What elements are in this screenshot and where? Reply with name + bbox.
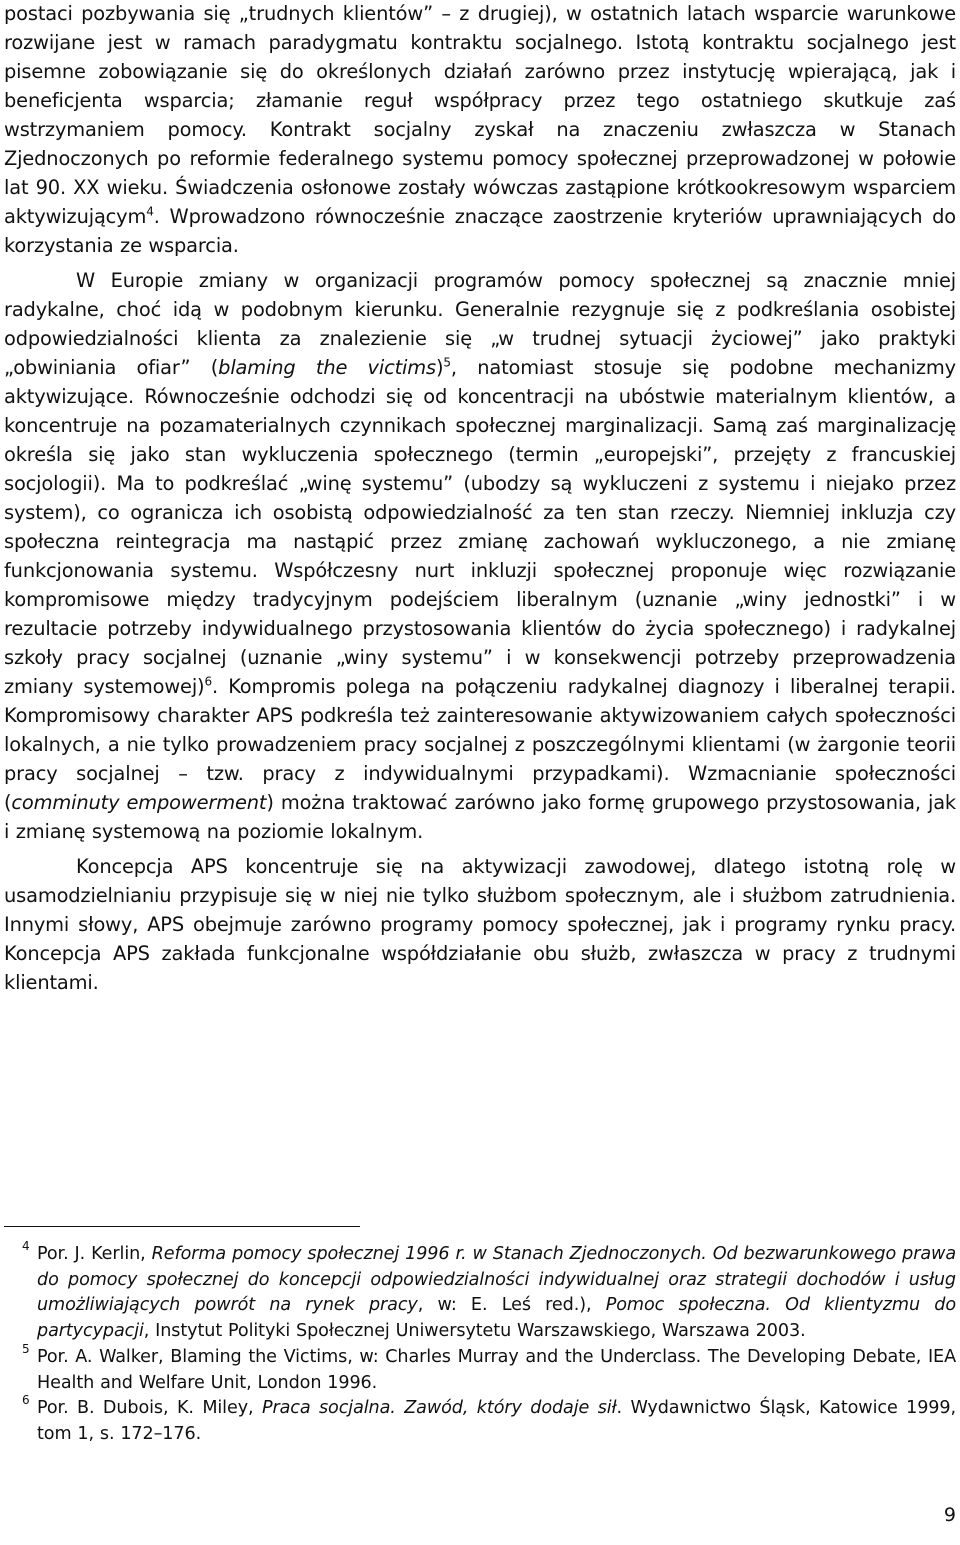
footnote-italic-title: Pomoc społeczna. Od klientyzmu do partycypacji bbox=[37, 1295, 957, 1342]
footnote-text: , w: E. Leś red.), bbox=[417, 1295, 606, 1316]
footnote-separator bbox=[4, 1226, 360, 1227]
body-text bbox=[4, 0, 956, 997]
footnote-text: , Instytut Polityki Społecznej Uniwersytetu Warszawskiego, Warszawa 2003. bbox=[143, 1321, 806, 1342]
paragraph-2-text: , natomiast stosuje się podobne mechanizmy aktywizujące. Równocześnie odchodzi się od koncentracji na ubóstwie materialnym klientów, a koncentruje na pozamaterialnych czynnikach społecznej marginalizacji. Samą zaś marginalizację określa się jako stan wykluczenia społecznego (termin „europejski”, przejęty z francuskiej socjologii). Ma to podkreślać „winę systemu” (ubodzy są wykluczeni z systemu i niejako przez system), co ogranicza ich osobistą odpowiedzialność za ten stan rzeczy. Niemniej inkluzja czy społeczna reintegracja ma nastąpić przez zmianę zachowań wykluczonego, a nie zmianę funkcjonowania systemu. Współczesny nurt inkluzji społecznej proponuje więc rozwiązanie kompromisowe między tradycyjnym podejściem liberalnym (uznanie „winy jednostki” i w rezultacie potrzeby indywidualnego przystosowania klientów do życia społecznego) i radykalnej szkoły pracy socjalnej (uznanie „winy systemu” i w konsekwencji potrzeby przeprowadzenia zmiany systemowej) bbox=[4, 356, 956, 698]
paragraph-3: Koncepcja APS koncentruje się na aktywizacji zawodowej, dlatego istotną rolę w usamodzielnianiu przypisuje się w niej nie tylko służbom społecznym, ale i służbom zatrudnienia. Innymi słowy, APS obejmuje zarówno programy pomocy społecznej, jak i programy rynku pracy. Koncepcja APS zakłada funkcjonalne współdziałanie obu służb, zwłaszcza w pracy z trudnymi klientami. bbox=[4, 855, 956, 994]
paragraph-1-text: postaci pozbywania się „trudnych klientów” – z drugiej), w ostatnich latach wsparcie warunkowe rozwijane jest w ramach paradygmatu kontraktu socjalnego. Istotą kontraktu socjalnego jest pisemne zobowiązanie się do określonych działań zarówno przez instytucję wpierającą, jak i beneficjenta wsparcia; złamanie reguł współpracy przez tego ostatniego skutkuje zaś wstrzymaniem pomocy. Kontrakt socjalny zyskał na znaczeniu zwłaszcza w Stanach Zjednoczonych po reformie federalnego systemu pomocy społecznej przeprowadzonej w połowie lat 90. XX wieku. Świadczenia osłonowe zostały wówczas zastąpione krótkookresowym wsparciem aktywizującym bbox=[4, 2, 956, 228]
footnote-ref-6[interactable]: 6 bbox=[204, 674, 212, 689]
paragraph-2-italic-term: blaming the victims bbox=[218, 356, 436, 379]
footnotes bbox=[4, 1239, 957, 1448]
paragraph-1 bbox=[4, 0, 956, 260]
document-page bbox=[4, 0, 956, 1545]
footnote-text: Por. A. Walker, Blaming the Victims, w: Charles Murray and the Underclass. The Developing Debate, IEA Health and Welfare Unit, London 1996. bbox=[37, 1346, 956, 1393]
footnote-6 bbox=[4, 1393, 956, 1447]
paragraph-1-text-end: . Wprowadzono równocześnie znaczące zaostrzenie kryteriów uprawniających do korzystania ze wsparcia. bbox=[4, 205, 956, 257]
footnote-number: 5 bbox=[22, 1341, 30, 1356]
paragraph-2-italic-term: comminuty empowerment bbox=[11, 791, 267, 814]
paragraph-2 bbox=[4, 266, 956, 846]
page-number: 9 bbox=[943, 1504, 956, 1526]
footnote-ref-4[interactable]: 4 bbox=[146, 204, 154, 219]
footnote-text: Por. B. Dubois, K. Miley, bbox=[37, 1398, 262, 1419]
footnote-italic-title: Reforma pomocy społecznej 1996 r. w Stanach Zjednoczonych. Od bezwarunkowego prawa do pomocy społecznej do koncepcji odpowiedzialności indywidualnej oraz strategii dochodów i usług umożliwiających powrót na rynek pracy bbox=[37, 1244, 956, 1316]
paragraph-2-text: . Kompromis polega na połączeniu radykalnej diagnozy i liberalnej terapii. Kompromisowy charakter APS podkreśla też zainteresowanie aktywizowaniem całych społeczności lokalnych, a nie tylko prowadzeniem pracy socjalnej z poszczególnymi klientami (w żargonie teorii pracy socjalnej – tzw. pracy z indywidualnymi przypadkami). Wzmacnianie społeczności ( bbox=[4, 675, 956, 814]
footnote-italic-title: Praca socjalna. Zawód, który dodaje sił bbox=[261, 1398, 617, 1419]
footnote-4 bbox=[4, 1239, 957, 1345]
footnote-5 bbox=[4, 1341, 956, 1396]
footnote-number: 4 bbox=[22, 1239, 30, 1253]
footnote-text: . Wydawnictwo Śląsk, Katowice 1999, tom 1, s. 172–176. bbox=[37, 1398, 956, 1444]
footnote-number: 6 bbox=[22, 1393, 30, 1408]
paragraph-2-text: ) bbox=[436, 356, 444, 379]
footnote-ref-5[interactable]: 5 bbox=[443, 355, 451, 370]
paragraph-2-text-end: ) można traktować zarówno jako formę grupowego przystosowania, jak i zmianę systemową na poziomie lokalnym. bbox=[4, 791, 957, 843]
paragraph-2-text: W Europie zmiany w organizacji programów pomocy społecznej są znacznie mniej radykalne, choć idą w podobnym kierunku. Generalnie rezygnuje się z podkreślania osobistej odpowiedzialności klienta za znalezienie się „w trudnej sytuacji życiowej” jako praktyki „obwiniania ofiar” ( bbox=[4, 269, 956, 379]
footnote-text: Por. J. Kerlin, bbox=[37, 1244, 152, 1264]
